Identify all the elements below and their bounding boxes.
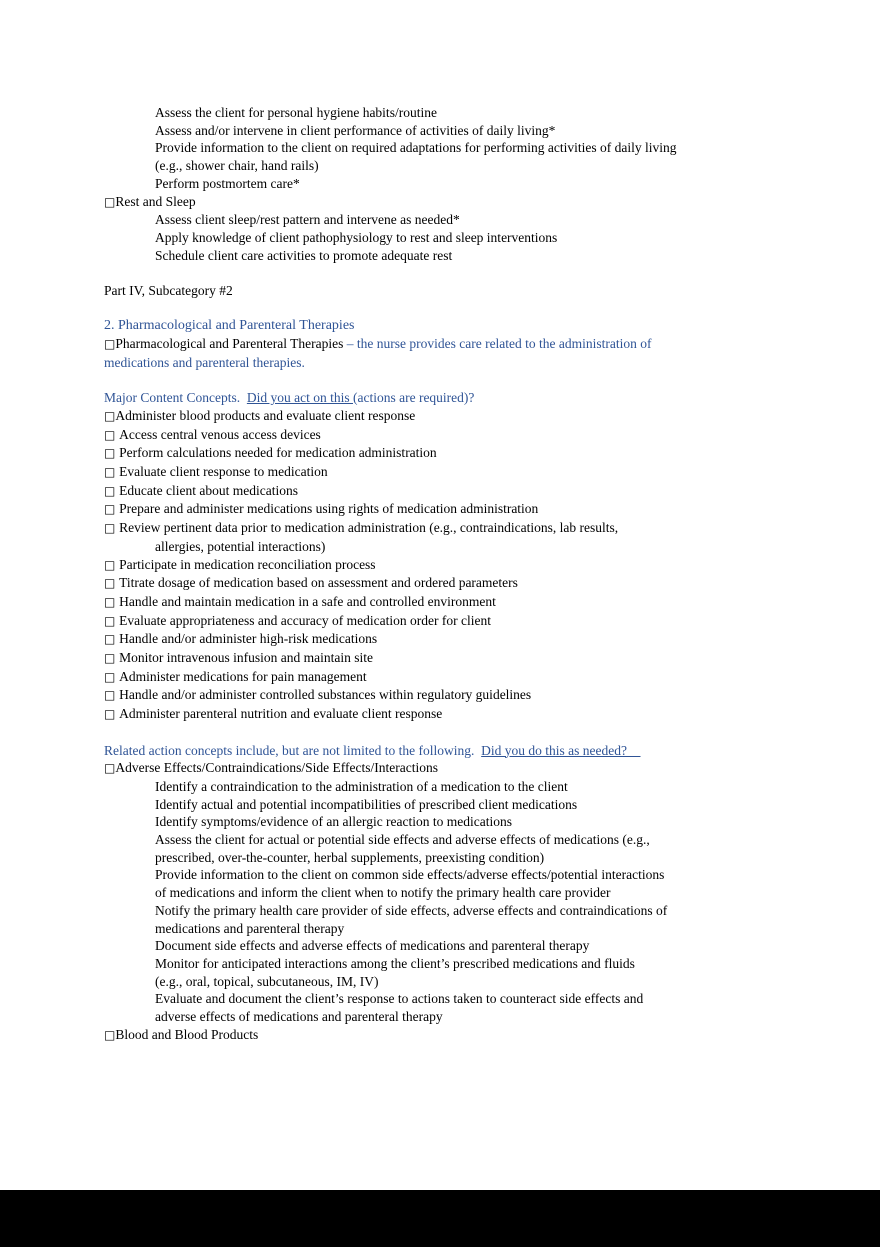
text-span: Pharmacological and Parenteral Therapies: [115, 336, 347, 352]
checkbox-icon: □: [104, 408, 116, 423]
checklist-item: [104, 759, 794, 778]
blank-line: [104, 264, 794, 282]
text-span: – the nurse provides care related to the administration of: [346, 336, 652, 352]
checklist-item-label: Educate client about medications: [119, 482, 298, 498]
text-line: (e.g., shower chair, hand rails): [155, 158, 319, 174]
text-line: prescribed, over-the-counter, herbal supplements, preexisting condition): [155, 849, 545, 865]
checkbox-icon: □: [104, 194, 116, 209]
checklist-item: [104, 574, 794, 593]
text-line: Perform postmortem care*: [155, 175, 300, 191]
checkbox-icon: □: [104, 1027, 116, 1042]
checklist-item: [104, 593, 794, 612]
text-line: (e.g., oral, topical, subcutaneous, IM, IV): [155, 973, 379, 989]
text-span: Major Content Concepts.: [104, 390, 247, 406]
checklist-item-label: Evaluate client response to medication: [119, 464, 328, 480]
checklist-item-label: Titrate dosage of medication based on assessment and ordered parameters: [119, 575, 518, 591]
checkbox-icon: □: [104, 669, 120, 684]
checklist-item-label: Access central venous access devices: [119, 426, 321, 442]
checklist-item-label: Handle and/or administer controlled substances within regulatory guidelines: [119, 687, 532, 703]
text-line: Document side effects and adverse effects of medications and parenteral therapy: [155, 938, 590, 954]
checklist-item-label: Participate in medication reconciliation process: [119, 556, 376, 572]
checklist-item: [104, 335, 794, 354]
text-line: Assess client sleep/rest pattern and intervene as needed*: [155, 212, 460, 228]
checkbox-icon: □: [104, 576, 120, 591]
text-line: [104, 742, 794, 760]
checkbox-icon: □: [104, 427, 120, 442]
checklist-item-label: Review pertinent data prior to medication administration (e.g., contraindications, lab results,: [119, 520, 619, 536]
text-line: Schedule client care activities to promote adequate rest: [155, 247, 453, 263]
checklist-item: [104, 630, 794, 649]
checkbox-icon: □: [104, 632, 120, 647]
checklist-item-label: Prepare and administer medications using rights of medication administration: [119, 501, 539, 517]
text-line: adverse effects of medications and parenteral therapy: [155, 1009, 443, 1025]
text-line: Provide information to the client on common side effects/adverse effects/potential interactions: [155, 867, 665, 883]
text-line: medications and parenteral therapy: [155, 920, 345, 936]
checklist-item: [104, 500, 794, 519]
text-line: Assess the client for actual or potential side effects and adverse effects of medications (e.g.,: [155, 832, 650, 848]
checkbox-icon: □: [104, 557, 120, 572]
text-line: Identify a contraindication to the administration of a medication to the client: [155, 778, 568, 794]
checklist-item-label: Administer medications for pain management: [119, 668, 367, 684]
text-line: Part IV, Subcategory #2: [104, 283, 233, 299]
checklist-item-label: Evaluate appropriateness and accuracy of medication order for client: [119, 612, 491, 628]
checklist-item: [104, 193, 794, 212]
checkbox-icon: □: [104, 337, 116, 352]
checklist-item: [104, 686, 794, 705]
checklist-item: [104, 649, 794, 668]
text-line: Notify the primary health care provider of side effects, adverse effects and contraindications of: [155, 902, 668, 918]
blank-line: [104, 300, 794, 318]
checklist-item: [104, 556, 794, 575]
checkbox-icon: □: [104, 594, 120, 609]
text-span: medications and parenteral therapies.: [104, 354, 305, 370]
checkbox-icon: □: [104, 761, 116, 776]
blank-line: [104, 724, 794, 742]
text-line: Assess and/or intervene in client performance of activities of daily living*: [155, 122, 556, 138]
checklist-item: [104, 705, 794, 724]
checklist-item-label: Administer blood products and evaluate client response: [115, 407, 416, 423]
checklist-item: [104, 463, 794, 482]
checklist-item-label: Monitor intravenous infusion and maintain site: [119, 650, 373, 666]
text-line: Provide information to the client on required adaptations for performing activities of daily living: [155, 140, 677, 156]
checklist-item: [104, 407, 794, 426]
document-body: [104, 104, 794, 1045]
text-line: Identify actual and potential incompatibilities of prescribed client medications: [155, 796, 578, 812]
checkbox-icon: □: [104, 651, 120, 666]
checkbox-icon: □: [104, 446, 120, 461]
checkbox-icon: □: [104, 521, 120, 536]
text-line: Identify symptoms/evidence of an allergic reaction to medications: [155, 814, 513, 830]
checklist-item: [104, 482, 794, 501]
text-line: of medications and inform the client when to notify the primary health care provider: [155, 885, 611, 901]
checklist-item-label: Rest and Sleep: [115, 193, 196, 209]
text-line: [104, 354, 794, 372]
section-heading: 2. Pharmacological and Parenteral Therapies: [104, 318, 355, 334]
footer-bar: [0, 1190, 880, 1247]
checklist-item: [104, 444, 794, 463]
checklist-item-label: Adverse Effects/Contraindications/Side Effects/Interactions: [115, 760, 438, 776]
checkbox-icon: □: [104, 465, 120, 480]
checklist-item-label: Administer parenteral nutrition and evaluate client response: [119, 706, 443, 722]
checklist-item-label: Perform calculations needed for medication administration: [119, 445, 437, 461]
text-line: Apply knowledge of client pathophysiology to rest and sleep interventions: [155, 229, 558, 245]
text-line: allergies, potential interactions): [155, 538, 326, 554]
checklist-item: [104, 519, 794, 538]
text-line: [104, 389, 794, 407]
checkbox-icon: □: [104, 688, 120, 703]
checklist-item-label: Handle and/or administer high-risk medications: [119, 631, 378, 647]
text-line: Assess the client for personal hygiene habits/routine: [155, 105, 437, 120]
text-span: (actions are required)?: [352, 390, 475, 406]
checklist-item-label: Blood and Blood Products: [115, 1026, 259, 1042]
emphasized-text: Did you do this as needed?: [481, 742, 641, 758]
checklist-item: [104, 612, 794, 631]
emphasized-text: Did you act on this: [246, 390, 353, 406]
text-line: Evaluate and document the client’s response to actions taken to counteract side effects and: [155, 991, 644, 1007]
text-line: Monitor for anticipated interactions among the client’s prescribed medications and fluids: [155, 955, 635, 971]
checkbox-icon: □: [104, 613, 120, 628]
checklist-item: [104, 668, 794, 687]
checklist-item-label: Handle and maintain medication in a safe and controlled environment: [119, 593, 496, 609]
checkbox-icon: □: [104, 502, 120, 517]
checkbox-icon: □: [104, 483, 120, 498]
text-span: Related action concepts include, but are not limited to the following.: [104, 742, 482, 758]
checkbox-icon: □: [104, 707, 120, 722]
checklist-item: [104, 1026, 794, 1045]
blank-line: [104, 372, 794, 390]
checklist-item: [104, 426, 794, 445]
